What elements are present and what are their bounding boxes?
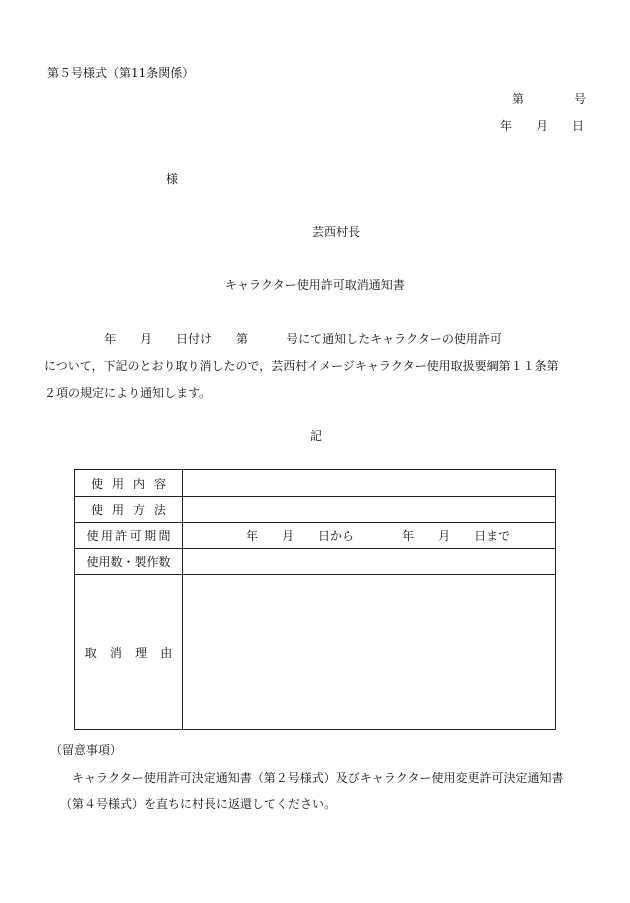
row-label [75, 549, 183, 574]
body-line-1-rest: 号にて通知したキャラクターの使用許可 [286, 332, 502, 346]
row-label [75, 470, 183, 496]
body-line-3: ２項の規定により通知します。 [44, 386, 212, 400]
period-to-day: 日まで [474, 529, 511, 543]
notes-line-2: （第４号様式）を直ちに村長に返還してください。 [60, 797, 337, 811]
label-usage-content: 使用内容 [90, 476, 175, 491]
label-cancel-reason: 取消理由 [84, 645, 186, 660]
body-line-1 [104, 332, 502, 346]
permit-period-value [183, 523, 555, 548]
sender-name: 芸西村長 [312, 225, 361, 239]
number-dai: 第 [512, 92, 525, 106]
body-dated: 日付け [176, 332, 213, 346]
notes-heading: （留意事項） [50, 743, 123, 757]
document-date [500, 119, 584, 133]
body-month: 月 [140, 332, 153, 346]
label-usage-count: 使用数・製作数 [86, 555, 171, 569]
table-row-permit-period [75, 523, 555, 549]
ki-heading: 記 [310, 429, 323, 443]
body-line-2: について，下記のとおり取り消したので，芸西村イメージキャラクター使用取扱要綱第１１条第 [44, 359, 559, 373]
period-to-month: 月 [438, 529, 451, 543]
period-from-day: 日から [318, 529, 355, 543]
table-row-cancel-reason [75, 575, 555, 729]
number-go: 号 [574, 92, 587, 106]
period-to-year: 年 [402, 529, 415, 543]
usage-count-value [183, 549, 555, 574]
label-permit-period: 使用許可期間 [86, 529, 173, 543]
date-month: 月 [536, 119, 549, 133]
usage-content-value [183, 470, 555, 496]
period-from-month: 月 [282, 529, 295, 543]
document-title: キャラクター使用許可取消通知書 [225, 278, 405, 292]
detail-table [74, 469, 556, 730]
table-row-usage-method [75, 497, 555, 523]
usage-method-value [183, 497, 555, 522]
cancel-reason-value [183, 575, 555, 729]
table-row-usage-count [75, 549, 555, 575]
table-row-usage-content [75, 470, 555, 497]
notes-line-1: キャラクター使用許可決定通知書（第２号様式）及びキャラクター使用変更許可決定通知書 [72, 771, 564, 785]
form-number: 第５号様式（第11条関係） [47, 66, 195, 80]
row-label [75, 523, 183, 548]
row-label [75, 497, 183, 522]
recipient-sama: 様 [166, 172, 179, 186]
body-dai: 第 [236, 332, 249, 346]
date-day: 日 [572, 119, 585, 133]
row-label [75, 575, 186, 729]
date-year: 年 [500, 119, 513, 133]
body-year: 年 [104, 332, 117, 346]
label-usage-method: 使用方法 [90, 503, 175, 517]
document-number [512, 92, 586, 106]
period-from-year: 年 [246, 529, 259, 543]
